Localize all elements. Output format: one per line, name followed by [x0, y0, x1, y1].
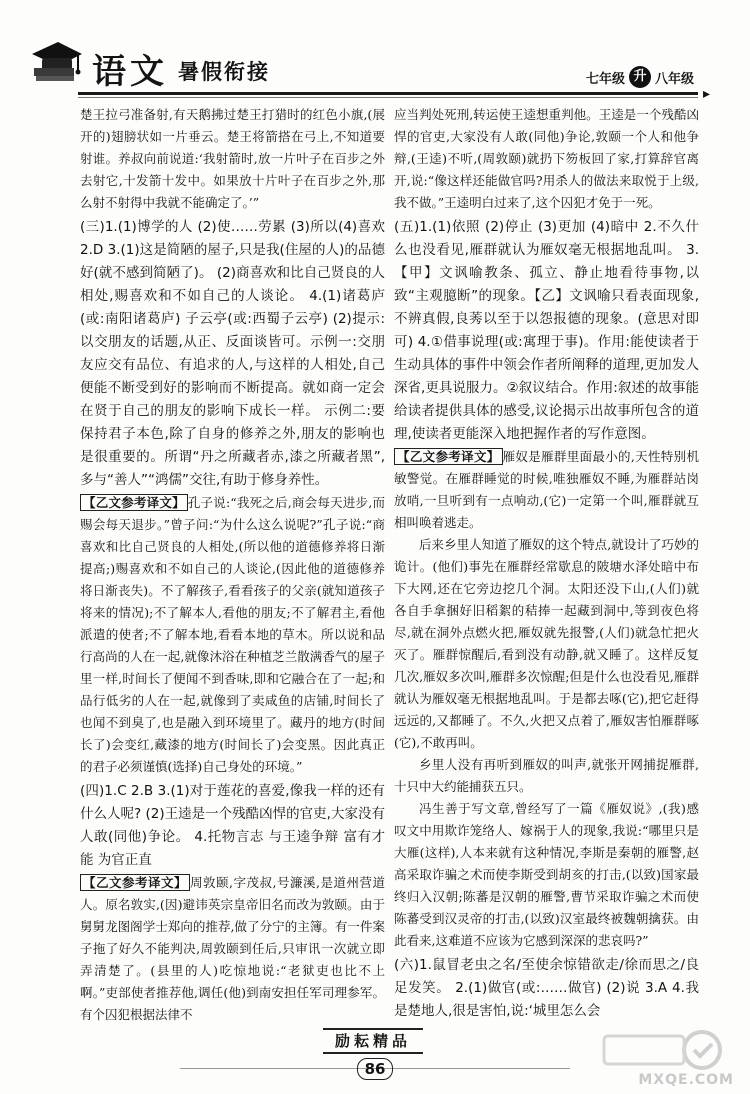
- paragraph: 楚王拉弓准备射,有天鹅拂过楚王打猎时的红色小旗,(展开的)翅膀状如一片垂云。楚王将箭搭在弓上,不知道要射谁。养叔向前说道:‘我射箭时,放一片叶子在百步之外去射它,十发箭十发中。如果放十片叶子在百步之外,那么射不射得中我就不能确定了。’”: [80, 107, 385, 210]
- answer-section-4: [80, 780, 385, 872]
- watermark-text: MXQE.COM: [638, 1072, 734, 1088]
- answer-text: (五)1.(1)依照 (2)停止 (3)更加 (4)暗中 2.不久什么也没看见,雁群就认为雁奴毫无根据地乱叫。 3.【甲】文讽喻教条、孤立、静止地看待事物,以致“主观臆断”的现象。【乙】文讽喻只看表面现象,不辨真假,良莠以至于以怨报德的现象。(意思对即可) 4.①借事说理(或:寓理于事)。作用:能使读者于生动具体的事件中领会作者所阐释的道理,更加发人深省,更具说服力。②叙议结合。作用:叙述的故事能给读者提供具体的感受,议论揭示出故事所包含的道理,使读者更能深入地把握作者的写作意图。: [394, 219, 699, 442]
- grade-label: [586, 66, 694, 88]
- paragraph: 后来乡里人知道了雁奴的这个特点,就设计了巧妙的诡计。(他们)事先在雁群经常歇息的陂塘水泽处暗中布下大网,还在它旁边挖几个洞。太阳还没下山,(人们)就各自手拿捆好旧稻絮的秸捧一起藏到洞中,等到夜色将尽,就在洞外点燃火把,雁奴就先报警,(人们)就急忙把火灭了。雁群惊醒后,看到没有动静,就又睡了。这样反复几次,雁奴多次叫,雁群多次惊醒;但是什么也没看见,雁群就认为雁奴毫无根据地乱叫。于是都去啄(它),把它赶得远远的,又都睡了。不久,火把又点着了,雁奴害怕雁群啄(它),不敢再叫。: [394, 537, 699, 750]
- grade-to: 八年级: [654, 71, 694, 87]
- translation-text: 周敦颐,字茂叔,号濂溪,是道州营道人。原名敦实,(因)避讳英宗皇帝旧名而改为敦颐。由于舅舅龙图阁学士郑向的推荐,做了分宁的主簿。有一件案子拖了好久不能判决,周敦颐到任后,只审讯一次就立即弄清楚了。(县里的人)吃惊地说:“老狱吏也比不上啊。”吏部使者推荐他,调任(他)到南安担任军司理参军。有个囚犯根据法律不: [80, 875, 385, 1022]
- translation-section-3: [80, 492, 385, 778]
- translation-text: 雁奴是雁群里面最小的,天性特别机敏警觉。在雁群睡觉的时候,唯独雁奴不睡,为雁群站岗放哨,一旦听到有一点响动,(它)一定第一个叫,雁群就互相叫唤着逃走。: [394, 449, 699, 530]
- page-footer: [0, 1020, 750, 1094]
- translation-tag: 【乙文参考译文】: [80, 494, 188, 511]
- header-rule-thin: [78, 97, 698, 98]
- right-column: [394, 104, 699, 1023]
- arrow-right-icon: ▸: [702, 86, 710, 102]
- translation-continued: [80, 104, 385, 214]
- answer-section-3: [80, 216, 385, 492]
- graduation-cap-icon: [28, 38, 84, 84]
- left-column: [80, 104, 385, 1026]
- translation-continued: [394, 104, 699, 214]
- translation-tag: 【乙文参考译文】: [80, 874, 190, 891]
- book-title: 语文: [92, 52, 168, 92]
- answer-text: (四)1.C 2.B 3.(1)对于莲花的喜爱,像我一样的还有什么人呢? (2)王逵是一个残酷凶悍的官吏,大家没有人敢(同他)争论。 4.托物言志 与王逵争辩 富有才能 为官正直: [80, 783, 385, 868]
- book-subtitle: 暑假衔接: [178, 59, 270, 84]
- header-rule: [78, 92, 698, 95]
- watermark: [590, 1028, 740, 1094]
- page-number: 86: [357, 1058, 393, 1080]
- translation-tag: 【乙文参考译文】: [394, 448, 503, 465]
- grade-from: 七年级: [585, 71, 625, 87]
- answer-section-5: [394, 216, 699, 446]
- paragraph: 乡里人没有再听到雁奴的叫声,就张开网捕捉雁群,十只中大约能捕获五只。: [394, 757, 699, 794]
- watermark-logo-icon: [590, 1028, 740, 1072]
- page-header: [0, 0, 750, 100]
- paragraph: 冯生善于写文章,曾经写了一篇《雁奴说》,(我)感叹文中用欺诈笼络人、嫁祸于人的现象,我说:“哪里只是大雁(这样),人本来就有这种情况,李斯是秦朝的雁警,赵高采取诈骗之术而使李斯受到胡亥的打击,(以致)国家最终归入汉朝;陈蕃是汉朝的雁警,曹节采取诈骗之术而使陈蕃受到汉灵帝的打击,(以致)汉室最终被魏朝擒获。由此看来,这难道不应该为它感到深深的悲哀吗?”: [394, 801, 699, 948]
- grade-badge: 升: [629, 66, 651, 88]
- paragraph: 应当判处死刑,转运使王逵想重判他。王逵是一个残酷凶悍的官吏,大家没有人敢(同他)争论,敦颐一个人和他争辩,(王逵)不听,(周敦颐)就扔下笏板回了家,打算辞官离开,说:“像这样还能做官吗?用杀人的做法来取悦于上级,我不做。”王逵明白过来了,这个囚犯才免于一死。: [394, 107, 699, 210]
- brand-label: 励耘精品: [323, 1028, 423, 1054]
- translation-text: 孔子说:“我死之后,商会每天进步,而赐会每天退步。”曾子问:“为什么这么说呢?”孔子说:“商喜欢和比自己贤良的人相处,(所以他的道德修养将日渐提高;)赐喜欢和不如自己的人谈论,(因此他的道德修养将日渐丧失)。不了解孩子,看看孩子的父亲(就知道孩子将来的情况);不了解本人,看他的朋友;不了解君主,看他派遣的使者;不了解本地,看看本地的草木。所以说和品行高尚的人在一起,就像沐浴在种植芝兰散满香气的屋子里一样,时间长了便闻不到香味,即和它融合在了一起;和品行低劣的人在一起,就像到了卖咸鱼的店铺,时间长了也闻不到臭了,也是融入到环境里了。藏丹的地方(时间长了)会变红,藏漆的地方(时间长了)会变黑。因此真正的君子必须谨慎(选择)自己身处的环境。”: [80, 495, 385, 774]
- answer-section-6: [394, 954, 699, 1023]
- translation-section-5: [394, 446, 699, 952]
- answer-text: (六)1.鼠冒老虫之名/至使余惊错欲走/徐而思之/良足发笑。 2.(1)做官(或:……做官) (2)说 3.A 4.我是楚地人,很是害怕,说:‘城里怎么会: [394, 957, 699, 1019]
- translation-section-4: [80, 872, 385, 1026]
- answer-text: (三)1.(1)博学的人 (2)使……劳累 (3)所以(4)喜欢 2.D 3.(1)这是简陋的屋子,只是我(住屋的人)的品德好(就不感到简陋了)。 (2)商喜欢和比自己贤良的人相处,赐喜欢和不如自己的人谈论。 4.(1)诸葛庐(或:南阳诸葛庐) 子云亭(或:西蜀子云亭) (2)提示:以交朋友的话题,从正、反面谈皆可。示例一:交朋友应交有品位、有追求的人,与这样的人相处,自己便能不断受到好的影响而不断提高。就如商一定会在贤于自己的朋友的影响下成长一样。 示例二:要保持君子本色,除了自身的修养之外,朋友的影响也是很重要的。所谓“丹之所藏者赤,漆之所藏者黑”,多与“善人”“鸿儒”交往,有助于修身养性。: [80, 219, 385, 488]
